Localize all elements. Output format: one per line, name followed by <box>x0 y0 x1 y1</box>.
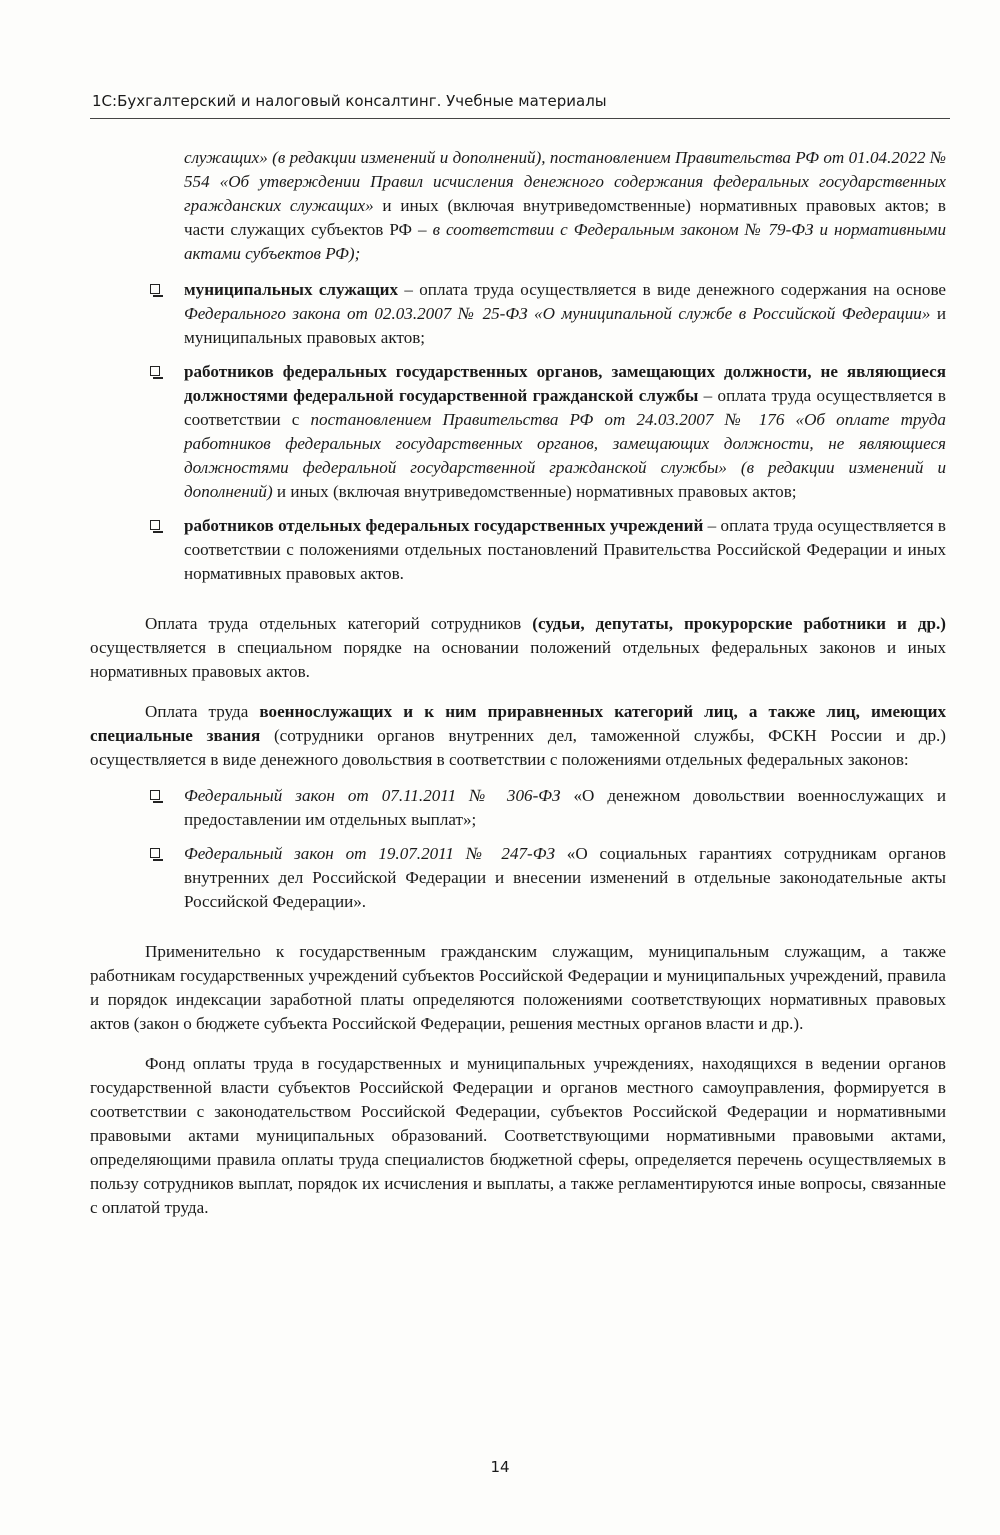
paragraph-bold: военнослужащих и к ним приравненных категорий лиц, а также лиц, имеющих специальные звания <box>90 702 947 745</box>
paragraph-text: (сотрудники органов внутренних дел, таможенной службы, ФСКН России и др.) осуществляется в виде денежного довольствия в соответствии с положениями отдельных федеральных законов: <box>90 726 946 769</box>
paragraph-text: осуществляется в специальном порядке на основании положений отдельных федеральных законов и иных нормативных правовых актов. <box>90 638 946 681</box>
list-item-bold: работников федеральных государственных органов, замещающих должности, не являющиеся должностями федеральной государственной гражданской службы <box>184 362 946 405</box>
list-item <box>90 514 946 586</box>
checkbox-bullet-icon <box>150 284 160 294</box>
employee-category-list <box>90 278 946 586</box>
list-item <box>90 278 946 350</box>
header-title: 1С:Бухгалтерский и налоговый консалтинг. Учебные материалы <box>92 92 607 110</box>
list-item-italic: постановлением Правительства РФ от 24.03.2007 № 176 «Об оплате труда работников федеральных государственных органов, замещающих должности, не являющиеся должностями федеральной государственной гражданской службы» (в редакции изменений и дополнений) <box>184 410 946 501</box>
list-item-text: – оплата труда осуществляется в виде денежного содержания на основе <box>398 280 947 299</box>
list-item-italic: Федеральный закон от 19.07.2011 № 247-ФЗ <box>184 844 555 863</box>
list-item-text: «О денежном довольствии военнослужащих и предоставлении им отдельных выплат»; <box>184 786 946 829</box>
paragraph-military <box>90 700 946 772</box>
checkbox-bullet-icon <box>150 366 160 376</box>
list-item <box>90 360 946 504</box>
list-item-text: «О социальных гарантиях сотрудникам органов внутренних дел Российской Федерации и внесении изменений в отдельные законодательные акты Российской Федерации». <box>184 844 946 911</box>
page-body <box>90 146 946 1220</box>
paragraph-indexation: Применительно к государственным гражданским служащим, муниципальным служащим, а также работникам государственных учреждений субъектов Российской Федерации и муниципальных учреждений, правила и порядок индексации заработной платы определяются положениями соответствующих нормативных правовых актов (закон о бюджете субъекта Российской Федерации, решения местных органов власти и др.). <box>90 942 946 1033</box>
paragraph-text: Оплата труда <box>145 702 260 721</box>
list-item-italic: Федеральный закон от 07.11.2011 № 306-ФЗ <box>184 786 561 805</box>
list-item <box>90 784 946 832</box>
list-item <box>90 842 946 914</box>
checkbox-bullet-icon <box>150 848 160 858</box>
list-item-italic: Федерального закона от 02.03.2007 № 25-ФЗ «О муниципальной службе в Российской Федерации» <box>184 304 931 323</box>
federal-laws-list <box>90 784 946 914</box>
continuation-italic-1: служащих» (в редакции изменений и дополнений), постановлением Правительства РФ от 01.04.2022 № 554 «Об утверждении Правил исчисления денежного содержания федеральных государственных гражданских служащих» <box>184 148 946 215</box>
list-item-text: – оплата труда осуществляется в соответствии с <box>184 386 946 429</box>
running-header <box>90 90 950 119</box>
list-item-text: и иных (включая внутриведомственные) нормативных правовых актов; <box>272 482 797 501</box>
paragraph-payroll-fund: Фонд оплаты труда в государственных и муниципальных учреждениях, находящихся в ведении органов государственной власти субъектов Российской Федерации и органов местного самоуправления, формируется в соответствии с законодательством Российской Федерации, субъектов Российской Федерации и нормативными правовыми актами муниципальных образований. Соответствующими нормативными правовыми актами, определяющими правила оплаты труда специалистов бюджетной сферы, определяется перечень осуществляемых в пользу сотрудников выплат, порядок их исчисления и выплаты, а также регламентируются иные вопросы, связанные с оплатой труда. <box>90 1054 946 1217</box>
checkbox-bullet-icon <box>150 790 160 800</box>
checkbox-bullet-icon <box>150 520 160 530</box>
list-item-bold: муниципальных служащих <box>184 280 399 299</box>
list-item-text: – оплата труда осуществляется в соответствии с положениями отдельных постановлений Правительства Российской Федерации и иных нормативных правовых актов. <box>184 516 946 583</box>
continuation-text-1: и иных (включая внутриведомственные) нормативных правовых актов; в части служащих субъектов РФ – <box>184 196 946 239</box>
list-item-text: и муниципальных правовых актов; <box>184 304 946 347</box>
paragraph-text: Оплата труда отдельных категорий сотрудников <box>145 614 533 633</box>
continuation-italic-2: в соответствии с Федеральным законом № 79-ФЗ и нормативными актами субъектов РФ); <box>184 220 946 263</box>
paragraph-bold: (судьи, депутаты, прокурорские работники и др.) <box>532 614 946 633</box>
page-number: 14 <box>490 1458 510 1476</box>
paragraph-special-categories <box>90 612 946 684</box>
continuation-paragraph <box>90 146 946 266</box>
list-item-bold: работников отдельных федеральных государственных учреждений <box>184 516 704 535</box>
